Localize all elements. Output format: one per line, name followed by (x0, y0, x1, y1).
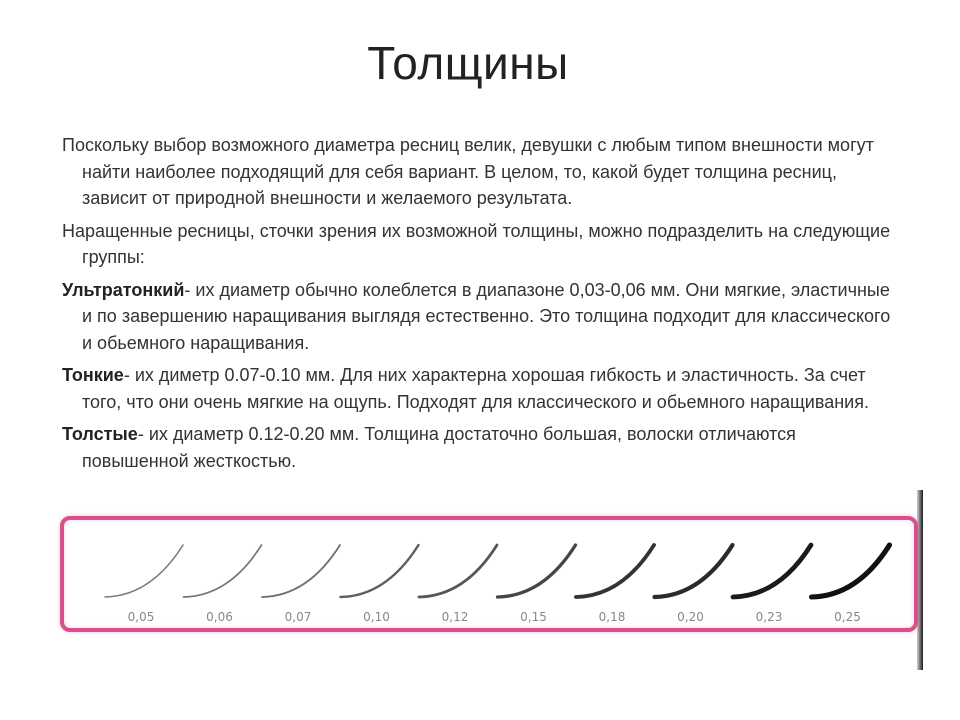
lash-label: 0,15 (520, 610, 547, 624)
slide-title: Толщины (367, 37, 569, 89)
term-thin: Тонкие (62, 365, 124, 385)
lash-sample-0-18 (576, 545, 654, 597)
lash-sample-0-25 (812, 545, 890, 597)
lash-label: 0,25 (834, 610, 861, 624)
lash-label: 0,12 (441, 610, 469, 624)
paragraph-text: Наращенные ресницы, сточки зрения их возможной толщины, можно подразделить на следующие группы: (62, 220, 891, 267)
lash-sample-0-12 (419, 545, 497, 597)
lash-label: 0,10 (363, 610, 390, 624)
term-thick: Толстые (62, 424, 138, 444)
lash-sample-0-05 (105, 545, 183, 597)
paragraph-text: Поскольку выбор возможного диаметра ресниц велик, девушки с любым типом внешности могут найти наиболее подходящий для себя вариант. В целом, то, какой будет толщина ресниц, зависит от природной внешности и желаемого результата. (62, 135, 874, 208)
term-ultrathin: Ультратонкий (62, 279, 185, 300)
lash-label: 0,23 (755, 610, 783, 624)
lash-sample-0-20 (655, 545, 733, 597)
lash-label: 0,18 (598, 610, 626, 624)
lash-sample-0-07 (262, 545, 340, 597)
lash-label: 0,06 (206, 610, 233, 624)
paragraph-text: - их диаметр обычно колеблется в диапазоне 0,03-0,06 мм. Они мягкие, эластичные и по завершению наращивания выглядя естественно. Это толщина подходит для классического и обьемного наращивания. (82, 279, 891, 353)
paragraph-text: - их диметр 0.07-0.10 мм. Для них характерна хорошая гибкость и эластичность. За счет того, что они очень мягкие на ощупь. Подходят для классического и обьемного наращивания. (82, 365, 869, 412)
lash-label: 0,05 (127, 610, 155, 624)
lash-label: 0,07 (284, 610, 312, 624)
lash-sample-0-06 (184, 545, 262, 597)
paragraph-text: - их диаметр 0.12-0.20 мм. Толщина достаточно большая, волоски отличаются повышенной жесткостью. (82, 424, 796, 471)
lash-sample-0-10 (341, 545, 419, 597)
lash-sample-0-15 (498, 545, 576, 597)
lash-sample-0-23 (733, 545, 811, 597)
lash-label: 0,20 (677, 610, 704, 624)
